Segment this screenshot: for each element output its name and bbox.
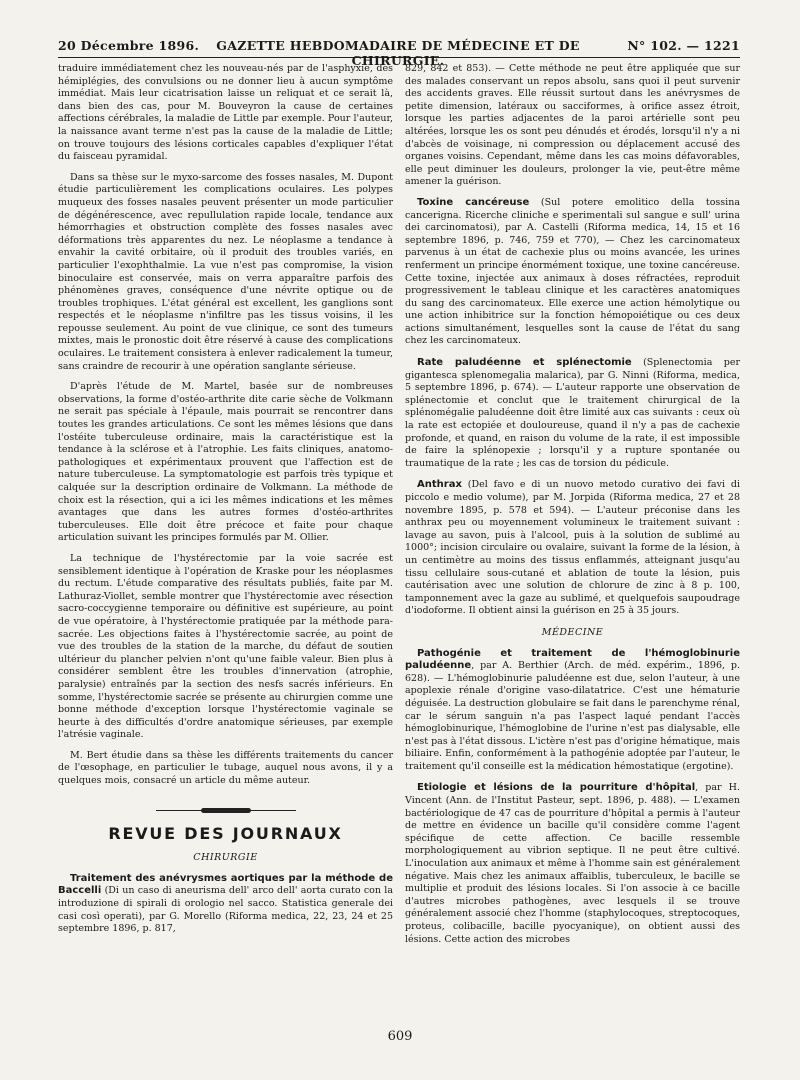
ornamental-rule bbox=[156, 808, 296, 814]
paragraph-oesophage: M. Bert étudie dans sa thèse les différents traitements du cancer de l'œsophage, en particulier le tubage, auquel nous avons, il y a quelques mois, consacré un article du même auteur. bbox=[58, 749, 393, 787]
article-toxine bbox=[405, 197, 740, 348]
paragraph-myxo-sarcome: Dans sa thèse sur le myxo-sarcome des fosses nasales, M. Dupont étudie particulièrement les complications oculaires. Les polypes muqueux des fosses nasales peuvent présenter un mode particulier de dégénérescence, avec repullulation rapide locale, tendance aux hémorrhagies et obstruction complète des fosses nasales avec déformations très apparentes du nez. Le néoplasme a tendance à envahir la cavité orbitaire, où il produit des troubles variés, en particulier l'exophthalmie. La vue n'est pas compromise, la vision binoculaire est conservée, mais on verra apparaître parfois des phénomènes graves, conséquence d'une névrite optique ou de troubles trophiques. L'état général est excellent, les ganglions sont respectés et le néoplasme n'infiltre pas les tissus voisins, il les repousse seulement. Au point de vue clinique, ce sont des tumeurs mixtes, mais le pronostic doit être réservé à cause des complications oculaires. Le traitement consistera à enlever radicalement la tumeur, sans craindre de recourir à une opération sanglante sérieuse. bbox=[58, 171, 393, 372]
left-column bbox=[58, 63, 393, 945]
journal-title: GAZETTE HEBDOMADAIRE DE MÉDECINE ET DE CHIRURGIE. bbox=[216, 38, 580, 68]
paragraph-little-disease: traduire immédiatement chez les nouveau-nés par de l'asphyxie, des hémiplégies, des convulsions ou ne donner lieu à aucun symptôme immédiat. Mais leur cicatrisation laisse un reliquat et ce serait là, dans bien des cas, pour M. Bouveyron la cause de certaines affections cérébrales, la maladie de Little par exemple. Pour l'auteur, la naissance avant terme n'est pas la cause de la maladie de Little; on trouve toujours des lésions corticales capables d'expliquer l'état du faisceau pyramidal. bbox=[58, 63, 393, 163]
paragraph-hysterectomie: La technique de l'hystérectomie par la voie sacrée est sensiblement identique à l'opération de Kraske pour les néoplasmes du rectum. L'étude comparative des résultats publiés, faite par M. Lathuraz-Viollet, semble montrer que l'hystérectomie avec résection sacro-coccygienne temporaire ou définitive est supérieure, au point de vue opératoire, à l'hystérectomie pratiquée par la méthode para-sacrée. Les objections faites à l'hystérectomie sacrée, au point de vue des troubles de la station de la marche, du défaut de soutien ultérieur du plancher pelvien n'ont qu'une faible valeur. Bien plus à considérer semblent être les troubles d'innervation (atrophie, paralysie) entraînés par la section des nesfs sacrés inférieurs. En somme, l'hystérectomie sacrée se présente au chirurgien comme une bonne méthode d'exception lorsque l'hystérectomie vaginale se heurte à des difficultés d'ordre anatomique sérieuses, par exemple l'atrésie vaginale. bbox=[58, 552, 393, 741]
article-body: (Sul potere emolitico della tossina cancerigna. Ricerche cliniche e sperimentali sul sangue e sull' urina dei carcinomatosi), par A. Castelli (Riforma medica, 14, 15 et 16 septembre 1896, p. 746, 759 et 770), — Chez les carcinomateux parvenus à un état de cachexie plus ou moins avancée, les urines renferment un principe énormément toxique, une toxine cancéreuse. Cette toxine, injectée aux animaux à doses réfractées, reproduit progressivement le tableau clinique et les caractères anatomiques du sang des carcinomateux. Elle exerce une action hémolytique ou une action inhibitrice sur la fonction hémopoiétique ou ces deux actions simultanément, lesquelles sont la cause de l'état du sang chez les carcinomateux. bbox=[405, 196, 741, 347]
article-hemoglobinurie bbox=[405, 648, 740, 774]
article-anevrysmes bbox=[58, 873, 393, 936]
article-title: Pathogénie et traitement de l'hémoglobinurie paludéenne bbox=[405, 647, 740, 672]
paragraph-volkmann: D'après l'étude de M. Martel, basée sur de nombreuses observations, la forme d'ostéo-arthrite dite carie sèche de Volkmann ne serait pas spéciale à l'épaule, mais pourrait se rencontrer dans toutes les grandes articulations. Ce sont les mêmes lésions que dans l'ostéite tuberculeuse ordinaire, mais la caractéristique est la tendance à la sclérose et à l'atrophie. Les faits cliniques, anatomo-pathologiques et expérimentaux prouvent que l'affection est de nature tuberculeuse. La symptomatologie est parfois très typique et calquée sur la description ordinaire de Volkmann. La méthode de choix est la résection, qui a ici les mêmes indications et les mêmes avantages que dans les autres formes d'ostéo-arthrites tuberculeuses. Elle doit être précoce et faite pour chaque articulation suivant les principes formulés par M. Ollier. bbox=[58, 381, 393, 544]
article-pourriture bbox=[405, 782, 740, 946]
running-header bbox=[58, 35, 740, 68]
article-body: , par A. Berthier (Arch. de méd. expérim., 1896, p. 628). — L'hémoglobinurie paludéenne est due, selon l'auteur, à une apoplexie rénale d'origine vaso-dilatatrice. C'est une hématurie déguisée. La destruction globulaire se fait dans le parenchyme rénal, car le sérum sanguin n'a pas l'aspect laqué pendant l'accès hémoglobinurique, l'hémoglobine de l'urine n'est pas dialysable, elle n'est pas à l'état dissous. L'ictère n'est pas d'origine hématique, mais biliaire. Enfin, conformément à la pathogénie adoptée par l'auteur, le traitement qu'il conseille est la médication hémostatique (ergotine). bbox=[405, 660, 740, 772]
issue-date: 20 Décembre 1896. bbox=[58, 38, 200, 53]
page-number: 609 bbox=[387, 1029, 413, 1044]
right-column bbox=[405, 63, 740, 955]
revue-heading: REVUE DES JOURNAUX bbox=[108, 823, 343, 843]
article-body: (Splenectomia per gigantesca splenomegalia malarica), par G. Ninni (Riforma, medica, 5 septembre 1896, p. 674). — L'auteur rapporte une observation de splénectomie et conclut que le traitement chirurgical de la splénomégalie paludéenne doit être limité aux cas suivants : ceux où la rate est ectopiée et douloureuse, quand il n'y a pas de cachexie profonde, et quand, en raison du volume de la rate, il est impossible de faire la splénopexie ; lorsqu'il y a rupture spontanée ou traumatique de la rate ; les cas de torsion du pédicule. bbox=[405, 357, 740, 469]
article-title: Traitement des anévrysmes aortiques par la méthode de Baccelli bbox=[58, 872, 393, 897]
article-body: (Di un caso di aneurisma dell' arco dell' aorta curato con la introduzione di spirali di orologio nel sacco. Statistica generale dei casi così operati), par G. Morello (Riforma medica, 22, 23, 24 et 25 septembre 1896, p. 817, bbox=[58, 885, 393, 935]
section-chirurgie: CHIRURGIE bbox=[193, 852, 258, 864]
article-rate bbox=[405, 357, 740, 470]
article-title: Rate paludéenne et splénectomie bbox=[417, 357, 632, 369]
issue-number: N° 102. — 1221 bbox=[627, 38, 740, 53]
section-medecine: MÉDECINE bbox=[541, 626, 604, 638]
article-title: Toxine cancéreuse bbox=[417, 196, 530, 208]
paragraph-anevrysmes-cont: 829, 842 et 853). — Cette méthode ne peut être appliquée que sur des malades conservant un repos absolu, sans quoi il peut survenir des accidents graves. Elle réussit surtout dans les anévrysmes de petite dimension, latéraux ou sacciformes, à orifice assez étroit, lorsque les parties adjacentes de la paroi artérielle sont peu altérées, lorsque les os sont peu dénudés et érodés, lorsqu'il n'y a ni d'abcès de voisinage, ni compression ou déplacement accusé des organes voisins. Cependant, même dans les cas moins défavorables, elle peut diminuer les douleurs, prolonger la vie, peut-être même amener la guérison. bbox=[405, 63, 740, 188]
article-body: (Del favo e di un nuovo metodo curativo dei favi di piccolo e medio volume), par M. Jorpida (Riforma medica, 27 et 28 novembre 1895, p. 578 et 594). — L'auteur préconise dans les anthrax peu ou moyennement volumineux le traitement suivant : lavage au savon, puis à l'alcool, puis à la solution de sublimé au 1000°; incision circulaire ou ovalaire, suivant la forme de la lésion, à un centimètre au moins des tissus enflammés, atteignant jusqu'au tissu cellulaire sous-cutané et ablation de toute la lésion, puis cautérisation avec une solution de chlorure de zinc à 8 p. 100, tamponnement avec la gaze au sublimé, et quelquefois saupoudrage d'iodoforme. Il obtient ainsi la guérison en 25 à 35 jours. bbox=[405, 479, 740, 617]
article-title: Etiologie et lésions de la pourriture d'hôpital bbox=[417, 782, 696, 794]
article-anthrax bbox=[405, 479, 740, 618]
article-body: , par H. Vincent (Ann. de l'Institut Pasteur, sept. 1896, p. 488). — L'examen bactériologique de 47 cas de pourriture d'hôpital a permis à l'auteur de mettre en évidence un bacille qu'il considère comme l'agent spécifique de cette affection. Ce bacille ressemble morphologiquement au vibrion septique. Il ne peut être cultivé. L'inoculation aux animaux et même à l'homme sain est généralement négative. Mais chez les animaux affaiblis, tuberculeux, le bacille se multiplie et produit des lésions locales. Si l'on associe à ce bacille d'autres microbes pathogènes, avec lesquels il se trouve généralement associé chez l'homme (staphylocoques, streptocoques, proteus, colibacille, bacille pyocyanique), on obtient aussi des lésions. Cette action des microbes bbox=[405, 782, 740, 945]
article-title: Anthrax bbox=[417, 479, 462, 491]
